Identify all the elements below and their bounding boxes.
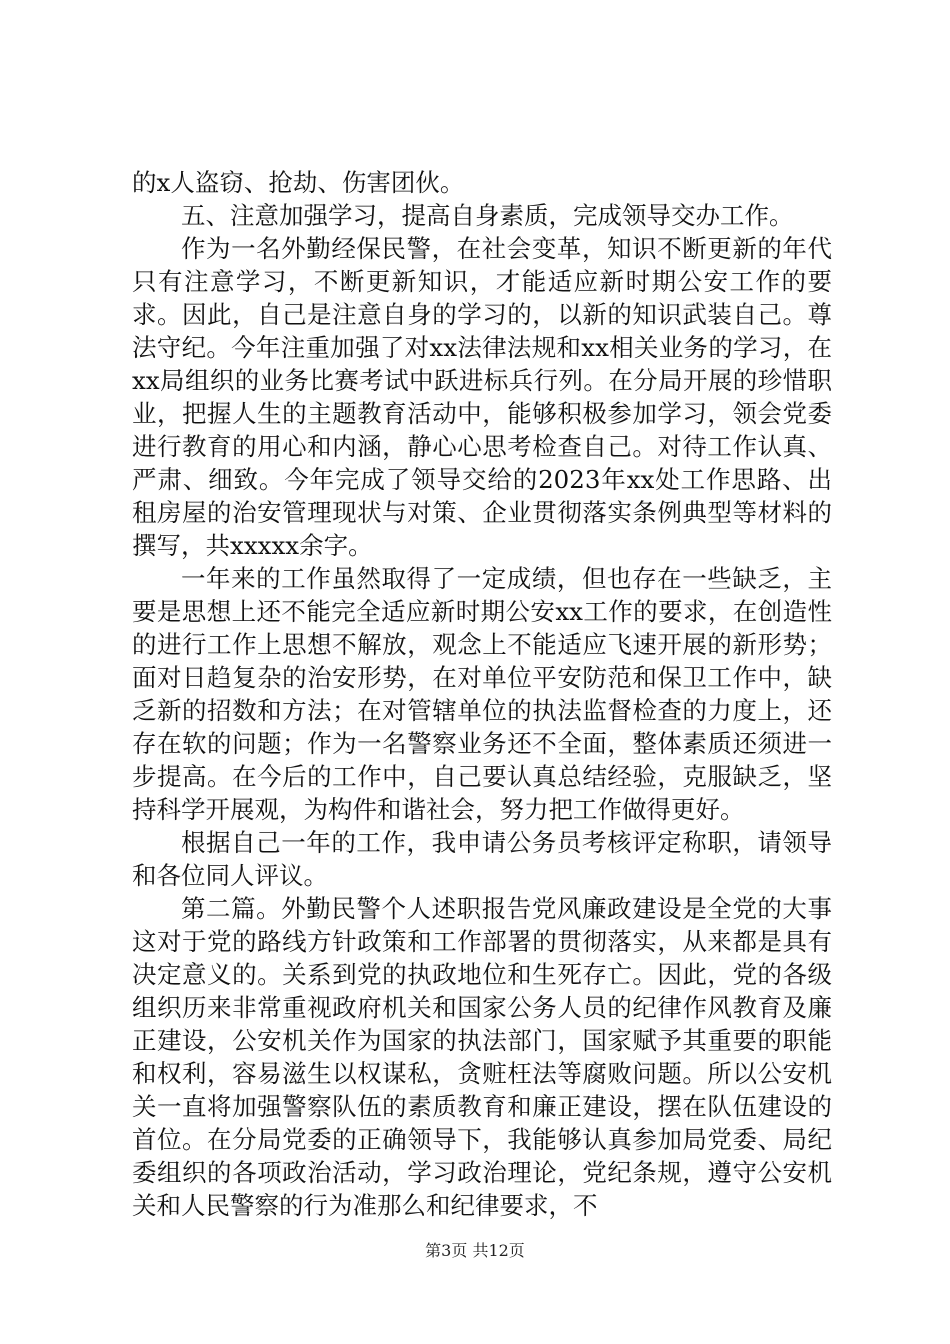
paragraph-section-heading: 五、注意加强学习，提高自身素质，完成领导交办工作。 — [181, 201, 794, 230]
paragraph-study: 作为一名外勤经保民警，在社会变革，知识不断更新的年代只有注意学习，不断更新知识，才能适应新时期公安工作的要求。因此，自己是注意自身的学习的，以新的知识武装自己。尊法守纪。今年注重加强了对xx法律法规和xx相关业务的学习，在xx局组织的业务比赛考试中跃进标兵行列。在分局开展的珍惜职业，把握人生的主题教育活动中，能够积极参加学习，领会党委进行教育的用心和内涵，静心心思考检查自己。对待工作认真、严肃、细致。今年完成了领导交给的2023年xx处工作思路、出租房屋的治安管理现状与对策、企业贯彻落实条例典型等材料的撰写，共xxxxx余字。 — [132, 234, 832, 560]
paragraph-shortcomings: 一年来的工作虽然取得了一定成绩，但也存在一些缺乏，主要是思想上还不能完全适应新时期公安xx工作的要求，在创造性的进行工作上思想不解放，观念上不能适应飞速开展的新形势；面对日趋复杂的治安形势，在对单位平安防范和保卫工作中，缺乏新的招数和方法；在对管辖单位的执法监督检查的力度上，还存在软的问题；作为一名警察业务还不全面，整体素质还须进一步提高。在今后的工作中，自己要认真总结经验，克服缺乏，坚持科学开展观，为构件和谐社会，努力把工作做得更好。 — [132, 564, 832, 824]
paragraph-second-article: 第二篇。外勤民警个人述职报告党风廉政建设是全党的大事这对于党的路线方针政策和工作部署的贯彻落实，从来都是具有决定意义的。关系到党的执政地位和生死存亡。因此，党的各级组织历来非常重视政府机关和国家公务人员的纪律作风教育及廉正建设，公安机关作为国家的执法部门，国家赋予其重要的职能和权利，容易滋生以权谋私，贪赃枉法等腐败问题。所以公安机关一直将加强警察队伍的素质教育和廉正建设，摆在队伍建设的首位。在分局党委的正确领导下，我能够认真参加局党委、局纪委组织的各项政治活动，学习政治理论，党纪条规，遵守公安机关和人民警察的行为准那么和纪律要求，不 — [132, 894, 832, 1220]
document-body — [132, 166, 832, 1222]
page-number: 第3页 共12页 — [425, 1241, 525, 1260]
paragraph-continuation: 的x人盗窃、抢劫、伤害团伙。 — [132, 168, 465, 197]
page-footer — [0, 1241, 950, 1261]
paragraph-assessment: 根据自己一年的工作，我申请公务员考核评定称职，请领导和各位同人评议。 — [132, 828, 832, 890]
